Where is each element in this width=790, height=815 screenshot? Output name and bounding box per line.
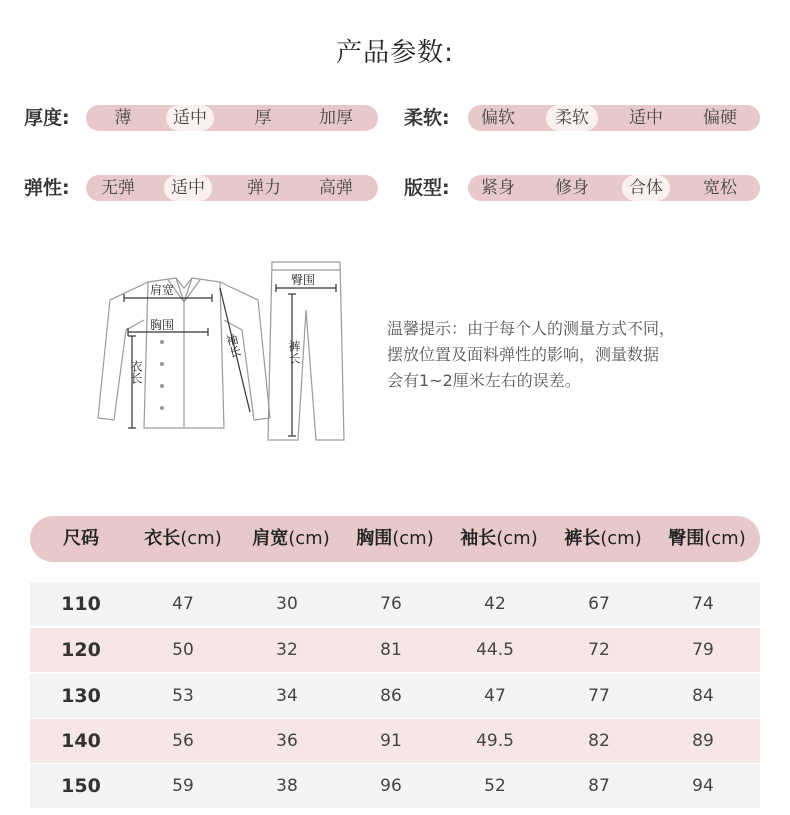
param-label: 厚度:: [24, 107, 70, 129]
cell: 89: [692, 731, 714, 751]
cell-size: 130: [61, 685, 101, 707]
cell: 67: [588, 594, 610, 614]
tip-line: 温馨提示：由于每个人的测量方式不同，: [387, 319, 676, 338]
option-selected: 柔软: [546, 105, 598, 131]
cell: 44.5: [476, 640, 514, 660]
cell: 49.5: [476, 731, 514, 751]
option: 无弹: [101, 178, 135, 198]
cell: 38: [276, 776, 298, 796]
param-softness: [404, 103, 764, 133]
option-selected: 适中: [164, 175, 212, 201]
cell-size: 140: [61, 730, 101, 752]
cell: 82: [588, 731, 610, 751]
option: 宽松: [703, 178, 737, 198]
hip-label: 臀围: [291, 273, 316, 287]
param-label: 版型:: [404, 177, 450, 199]
length-label: 衣长: [129, 360, 143, 384]
header-size: 尺码: [63, 528, 99, 549]
table-row: [30, 582, 760, 626]
cell: 59: [172, 776, 194, 796]
cell: 42: [484, 594, 506, 614]
cell-size: 110: [61, 593, 101, 615]
param-fit: [404, 173, 764, 203]
page-title: 产品参数:: [336, 38, 454, 68]
param-options-bar: [86, 105, 378, 131]
tip-line: 摆放位置及面料弹性的影响，测量数据: [387, 345, 660, 364]
measurement-tip: [387, 316, 727, 394]
option: 偏软: [481, 108, 515, 128]
option: 修身: [555, 178, 589, 198]
table-row: [30, 628, 760, 672]
chest-label: 胸围: [150, 318, 175, 332]
cell: 47: [172, 594, 194, 614]
cell: 96: [380, 776, 402, 796]
param-options-bar: [468, 175, 760, 201]
cell: 86: [380, 686, 402, 706]
header-sleeve: 袖长(cm): [460, 528, 538, 549]
cell: 32: [276, 640, 298, 660]
cell: 47: [484, 686, 506, 706]
option: 高弹: [319, 178, 353, 198]
cell: 76: [380, 594, 402, 614]
header-hip: 臀围(cm): [668, 528, 746, 549]
measurement-diagram: [88, 250, 368, 460]
cell: 34: [276, 686, 298, 706]
cell: 81: [380, 640, 402, 660]
cell: 87: [588, 776, 610, 796]
sleeve-label: 袖长: [223, 332, 243, 359]
cell: 30: [276, 594, 298, 614]
table-row: [30, 719, 760, 763]
table-row: [30, 764, 760, 808]
option: 加厚: [319, 108, 353, 128]
header-pants-length: 裤长(cm): [564, 528, 642, 549]
size-table-header: [30, 516, 760, 562]
option: 偏硬: [703, 108, 737, 128]
param-options-bar: [86, 175, 378, 201]
cell: 91: [380, 731, 402, 751]
header-shoulder: 肩宽(cm): [252, 528, 330, 549]
cell: 53: [172, 686, 194, 706]
cell: 56: [172, 731, 194, 751]
cell: 94: [692, 776, 714, 796]
pants-length-label: 裤长: [287, 340, 301, 364]
param-label: 柔软:: [404, 107, 450, 129]
header-length: 衣长(cm): [144, 528, 222, 549]
option: 薄: [114, 108, 132, 128]
option-selected: 合体: [622, 175, 670, 201]
param-label: 弹性:: [24, 177, 70, 199]
header-chest: 胸围(cm): [356, 528, 434, 549]
cell: 72: [588, 640, 610, 660]
cell: 50: [172, 640, 194, 660]
cell: 52: [484, 776, 506, 796]
cell: 77: [588, 686, 610, 706]
cell: 79: [692, 640, 714, 660]
option: 紧身: [481, 178, 515, 198]
table-row: [30, 674, 760, 718]
option-selected: 适中: [166, 105, 214, 131]
option: 适中: [629, 108, 663, 128]
param-thickness: [24, 103, 384, 133]
option: 弹力: [247, 178, 281, 198]
cell-size: 120: [61, 639, 101, 661]
shoulder-label: 肩宽: [150, 283, 175, 297]
cell: 84: [692, 686, 714, 706]
tip-line: 会有1~2厘米左右的误差。: [387, 371, 581, 390]
cell: 74: [692, 594, 714, 614]
param-options-bar: [468, 105, 760, 131]
param-elasticity: [24, 173, 384, 203]
cell-size: 150: [61, 775, 101, 797]
option: 厚: [254, 108, 272, 128]
cell: 36: [276, 731, 298, 751]
